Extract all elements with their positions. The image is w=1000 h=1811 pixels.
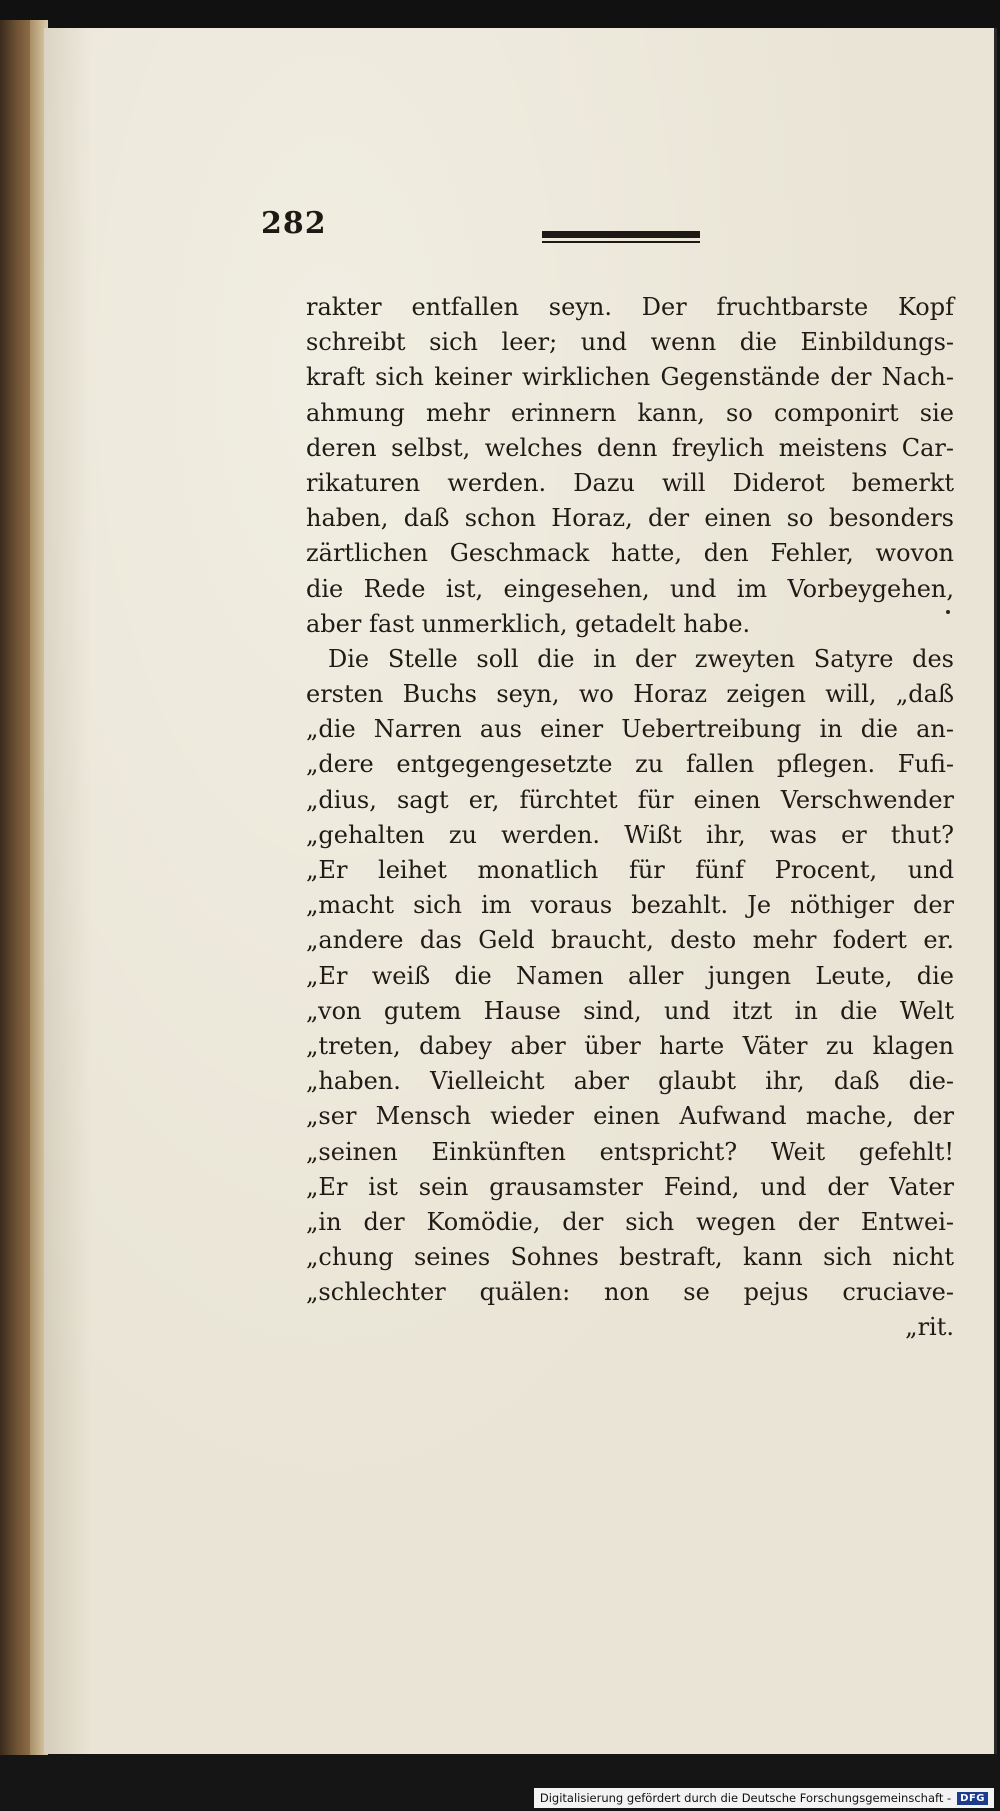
text-line: „dius, sagt er, fürchtet für einen Verschwender (306, 785, 954, 814)
text-line: rikaturen werden. Dazu will Diderot bemerkt (306, 468, 954, 497)
text-line: „treten, dabey aber über harte Väter zu klagen (306, 1031, 954, 1060)
text-line: Die Stelle soll die in der zweyten Satyre des (328, 644, 954, 673)
text-line: ersten Buchs seyn, wo Horaz zeigen will, „daß (306, 680, 954, 709)
text-line: „andere das Geld braucht, desto mehr fodert er. (306, 926, 954, 955)
text-line: „in der Komödie, der sich wegen der Entwei- (306, 1207, 954, 1236)
text-line: schreibt sich leer; und wenn die Einbildungs- (306, 328, 954, 357)
text-line: „schlechter quälen: non se pejus cruciave- (306, 1278, 954, 1307)
dfg-logo: DFG (957, 1792, 988, 1805)
text-line: „Er ist sein grausamster Feind, und der Vater (306, 1172, 954, 1201)
text-line: zärtlichen Geschmack hatte, den Fehler, wovon (306, 539, 954, 568)
text-line: aber fast unmerklich, getadelt habe. (306, 609, 751, 638)
text-line: ahmung mehr erinnern kann, so componirt sie (306, 398, 954, 427)
text-line: „Er leihet monatlich für fünf Procent, und (306, 856, 954, 884)
text-line: „rit. (905, 1313, 954, 1342)
text-line: kraft sich keiner wirklichen Gegenstände der Nach- (306, 363, 954, 392)
text-line: die Rede ist, eingesehen, und im Vorbeygehen, (306, 574, 954, 603)
text-line: „gehalten zu werden. Wißt ihr, was er thut? (306, 820, 954, 849)
text-line: „von gutem Hause sind, und itzt in die Welt (306, 996, 954, 1025)
text-line: „haben. Vielleicht aber glaubt ihr, daß die- (306, 1067, 954, 1096)
text-line: „chung seines Sohnes bestraft, kann sich nicht (306, 1243, 954, 1272)
text-line: „Er weiß die Namen aller jungen Leute, die (306, 961, 954, 990)
page-text (306, 290, 954, 1346)
header-rule-thin (542, 241, 700, 243)
credit-text: Digitalisierung gefördert durch die Deutsche Forschungsgemeinschaft - (539, 1791, 952, 1805)
text-line: haben, daß schon Horaz, der einen so besonders (306, 504, 954, 533)
text-line: deren selbst, welches denn freylich meistens Car- (306, 433, 954, 462)
text-line: „macht sich im voraus bezahlt. Je nöthiger der (306, 891, 954, 920)
page-number: 282 (261, 206, 327, 241)
ink-speck (946, 610, 950, 614)
text-line: „dere entgegengesetzte zu fallen pflegen. Fufi- (306, 750, 954, 779)
header-rule-thick (542, 231, 700, 238)
header-rule (542, 231, 700, 245)
text-line: „seinen Einkünften entspricht? Weit gefehlt! (306, 1137, 954, 1166)
text-line: „ser Mensch wieder einen Aufwand mache, der (306, 1102, 954, 1131)
text-line: rakter entfallen seyn. Der fruchtbarste Kopf (306, 293, 954, 321)
text-line: „die Narren aus einer Uebertreibung in die an- (306, 715, 954, 744)
digitization-credit (534, 1788, 994, 1808)
book-page (44, 28, 997, 1754)
